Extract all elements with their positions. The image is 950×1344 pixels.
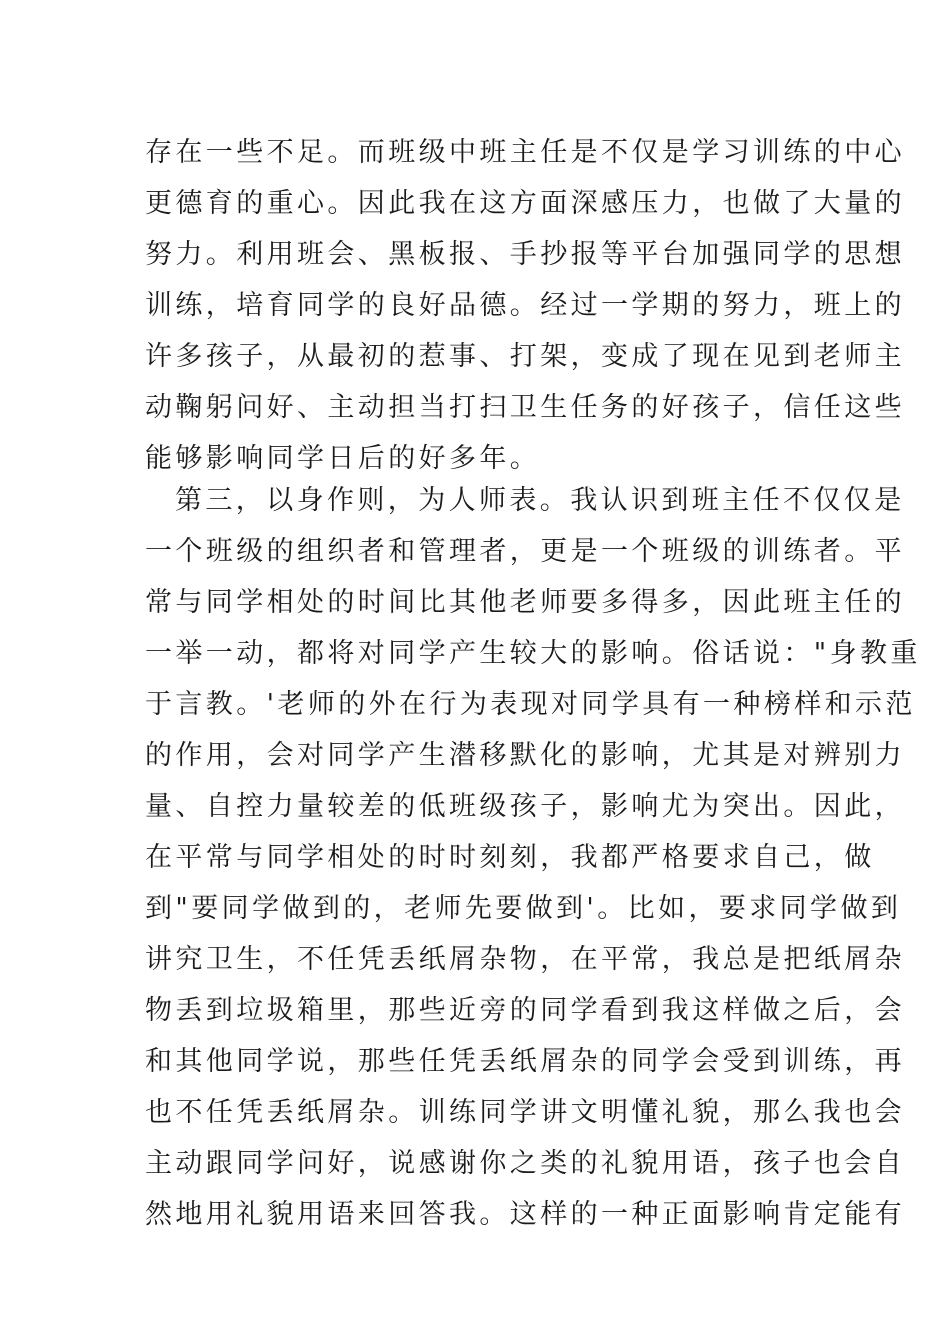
paragraph-1 (145, 127, 905, 484)
paragraph-line: 一个班级的组织者和管理者，更是一个班级的训练者。平 (145, 536, 905, 567)
paragraph-line: 讲究卫生，不任凭丢纸屑杂物，在平常，我总是把纸屑杂 (145, 944, 905, 975)
paragraph-line: 主动跟同学问好，说感谢你之类的礼貌用语，孩子也会自 (145, 1148, 905, 1179)
paragraph-line: 然地用礼貌用语来回答我。这样的一种正面影响肯定能有 (145, 1199, 905, 1230)
paragraph-line: 常与同学相处的时间比其他老师要多得多，因此班主任的 (145, 587, 905, 618)
paragraph-line: 动鞠躬问好、主动担当打扫卫生任务的好孩子，信任这些 (145, 392, 905, 423)
paragraph-line: 和其他同学说，那些任凭丢纸屑杂的同学会受到训练，再 (145, 1046, 905, 1077)
paragraph-line: 存在一些不足。而班级中班主任是不仅是学习训练的中心 (145, 137, 905, 168)
paragraph-line: 更德育的重心。因此我在这方面深感压力，也做了大量的 (145, 188, 905, 219)
paragraph-first-line: 第三，以身作则，为人师表。我认识到班主任不仅仅是 (175, 485, 905, 516)
paragraph-2 (145, 475, 921, 1240)
paragraph-line: 一举一动，都将对同学产生较大的影响。俗话说："身教重 (145, 638, 921, 669)
paragraph-line: 到"要同学做到的，老师先要做到'。比如，要求同学做到 (145, 893, 902, 924)
paragraph-line: 的作用，会对同学产生潜移默化的影响，尤其是对辨别力 (145, 740, 905, 771)
paragraph-line: 能够影响同学日后的好多年。 (145, 443, 541, 474)
paragraph-line: 也不任凭丢纸屑杂。训练同学讲文明懂礼貌，那么我也会 (145, 1097, 905, 1128)
paragraph-line: 于言教。'老师的外在行为表现对同学具有一种榜样和示范 (145, 689, 916, 720)
paragraph-line: 量、自控力量较差的低班级孩子，影响尤为突出。因此， (145, 791, 905, 822)
paragraph-line: 训练，培育同学的良好品德。经过一学期的努力，班上的 (145, 290, 905, 321)
paragraph-line: 努力。利用班会、黑板报、手抄报等平台加强同学的思想 (145, 239, 905, 270)
paragraph-line: 物丢到垃圾箱里，那些近旁的同学看到我这样做之后，会 (145, 995, 905, 1026)
paragraph-line: 许多孩子，从最初的惹事、打架，变成了现在见到老师主 (145, 341, 905, 372)
paragraph-line: 在平常与同学相处的时时刻刻，我都严格要求自己，做 (145, 842, 875, 873)
